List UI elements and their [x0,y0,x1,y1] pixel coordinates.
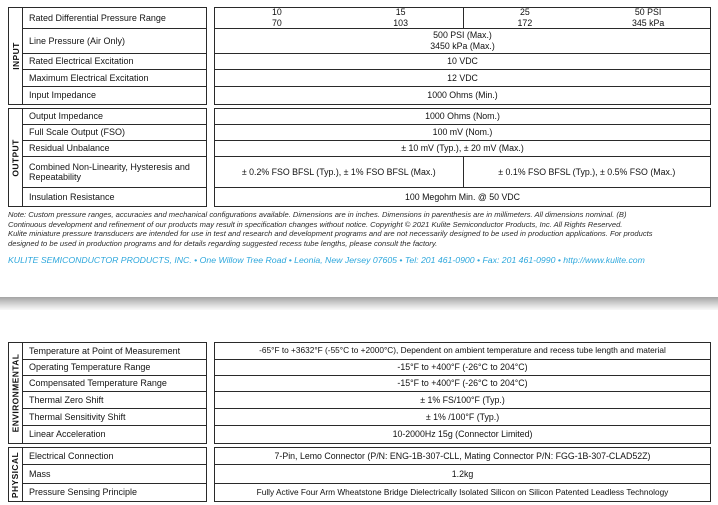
group-label-environmental: ENVIRONMENTAL [10,353,21,433]
input-section [8,7,711,105]
label-compensated-temperature-range: Compensated Temperature Range [29,378,167,389]
environmental-group-cell [9,343,23,443]
column-gap [207,447,214,502]
label-operating-temperature-range: Operating Temperature Range [29,362,151,373]
label-linear-acceleration: Linear Acceleration [29,429,106,440]
physical-group-cell [9,448,23,501]
pressure-range-values-row [215,8,710,29]
pressure-col-1 [215,8,339,28]
footer-company-address: KULITE SEMICONDUCTOR PRODUCTS, INC. • One Willow Tree Road • Leonia, New Jersey 07605 • Tel: 201 461-0900 • Fax: 201 461-0990 • [8,255,564,265]
max-excitation-value [215,70,710,87]
input-value-block [214,7,711,105]
linear-acceleration-value [215,426,710,443]
spec-row-label [23,376,206,392]
spec-value: Fully Active Four Arm Wheatstone Bridge Dielectrically Isolated Silicon on Silicon Patented Leadless Technology [256,486,669,497]
label-pressure-sensing-principle: Pressure Sensing Principle [29,487,138,498]
spec-value: ± 10 mV (Typ.), ± 20 mV (Max.) [401,143,524,154]
physical-label-block [8,447,207,502]
line-pressure-value [215,29,710,54]
spec-value: 7-Pin, Lemo Connector (P/N: ENG-1B-307-CLL, Mating Connector P/N: FGG-1B-307-CLAD52Z) [274,450,651,461]
electrical-connection-value [215,448,710,465]
output-value-block [214,108,711,207]
physical-section [8,447,711,502]
pressure-col-4 [586,8,710,28]
label-output-impedance: Output Impedance [29,111,104,122]
group-label-input: INPUT [10,42,21,70]
mass-value [215,465,710,484]
spec-row-label [23,54,206,70]
spec-value: 100 mV (Nom.) [432,127,493,138]
note-line-2: Continuous development and refinement of our products may result in specification changes without notice. Copyright © 2021 Kulite Semiconductor Products, Inc. All Rights Reserved. [8,219,623,229]
section-divider [0,297,718,310]
insulation-resistance-value [215,188,710,206]
spec-value: ± 1% FS/100°F (Typ.) [420,394,505,405]
footer-contact-line [8,255,713,265]
psi-value: 50 PSI [634,7,662,18]
label-insulation-resistance: Insulation Resistance [29,191,115,202]
spec-value: -15°F to +400°F (-26°C to 204°C) [397,362,528,373]
thermal-zero-shift-value [215,392,710,409]
note-line-1: Note: Custom pressure ranges, accuracies and mechanical configurations available. Dimensions are in inches. Dimensions in parenthesis are in millimeters. All dimensions nominal. (B) [8,210,627,219]
label-combined-nonlinearity: Combined Non-Linearity, Hysteresis and Repeatability [29,161,190,182]
spec-row-label [23,109,206,125]
note-line-4: designed to be used in production programs and for details regarding suggested recess tube lengths, please consult the factory. [8,238,438,248]
label-temp-point-of-measurement: Temperature at Point of Measurement [29,345,181,356]
kulite-website-link[interactable]: http://www.kulite.com [563,255,645,265]
spec-value: 1000 Ohms (Nom.) [425,111,500,122]
spec-row-label [23,141,206,157]
line-pressure-psi: 500 PSI (Max.) [433,30,492,41]
spec-value: 1000 Ohms (Min.) [427,90,498,101]
spec-table-input-output [8,7,711,210]
spec-value: ± 0.2% FSO BFSL (Typ.), ± 1% FSO BFSL (Max.) [241,166,436,177]
spec-row-label [23,343,206,360]
spec-value: -15°F to +400°F (-26°C to 204°C) [397,378,528,389]
notes-paragraph [8,210,713,248]
spec-row-label [23,87,206,104]
psi-value: 25 [519,7,530,18]
spec-row-label [23,70,206,87]
column-gap [207,7,214,105]
label-mass: Mass [29,468,51,479]
output-impedance-value [215,109,710,125]
spec-row-label [23,360,206,376]
label-maximum-electrical-excitation: Maximum Electrical Excitation [29,72,149,83]
spec-value: 10 VDC [447,56,478,67]
pressure-sensing-principle-value [215,484,710,501]
label-rated-electrical-excitation: Rated Electrical Excitation [29,56,134,67]
spec-row-label [23,392,206,409]
nonlinearity-left-value [215,157,463,187]
rated-excitation-value [215,54,710,70]
spec-value: ± 1% /100°F (Typ.) [425,411,500,422]
kpa-value: 103 [393,18,408,28]
label-thermal-zero-shift: Thermal Zero Shift [29,394,104,405]
spec-value: 1.2kg [451,468,474,479]
environmental-label-block [8,342,207,444]
kpa-value: 345 kPa [631,18,665,28]
group-label-physical: PHYSICAL [10,451,21,498]
output-group-cell [9,109,23,206]
spec-value: -65°F to +3632°F (-55°C to +2000°C), Dependent on ambient temperature and recess tube length and material [259,345,666,356]
psi-value: 10 [271,7,282,18]
label-line-pressure: Line Pressure (Air Only) [29,35,126,46]
label-full-scale-output: Full Scale Output (FSO) [29,127,126,138]
thermal-sensitivity-shift-value [215,409,710,426]
spec-row-label [23,409,206,426]
nonlinearity-right-value [463,157,711,187]
environmental-section [8,342,711,444]
fso-value [215,125,710,141]
line-pressure-kpa: 3450 kPa (Max.) [430,41,495,51]
spec-value: 10-2000Hz 15g (Connector Limited) [392,429,533,440]
environmental-value-block [214,342,711,444]
group-label-output: OUTPUT [10,138,21,177]
pressure-col-3 [463,8,587,28]
temp-point-value [215,343,710,360]
output-label-block [8,108,207,207]
label-thermal-sensitivity-shift: Thermal Sensitivity Shift [29,411,126,422]
kpa-value: 70 [271,18,282,28]
label-rated-differential-pressure-range: Rated Differential Pressure Range [29,12,166,23]
residual-unbalance-value [215,141,710,157]
input-group-cell [9,8,23,104]
pressure-col-2 [339,8,463,28]
input-impedance-value [215,87,710,104]
note-line-3: Kulite miniature pressure transducers are intended for use in test and research and development programs and are not necessarily designed to be used in production applications. For products [8,229,653,239]
physical-value-block [214,447,711,502]
spec-row-label [23,188,206,206]
label-residual-unbalance: Residual Unbalance [29,143,110,154]
nonlinearity-values-row [215,157,710,188]
column-gap [207,108,214,207]
spec-row-label [23,8,206,29]
spec-row-label [23,29,206,54]
operating-temp-value [215,360,710,376]
output-section [8,108,711,207]
spec-row-label [23,157,206,188]
psi-value: 15 [395,7,406,18]
spec-value: 12 VDC [447,72,478,83]
label-input-impedance: Input Impedance [29,90,97,101]
spec-row-label [23,484,206,501]
input-label-block [8,7,207,105]
column-gap [207,342,214,444]
spec-row-label [23,125,206,141]
compensated-temp-value [215,376,710,392]
label-electrical-connection: Electrical Connection [29,450,114,461]
spec-table-environmental-physical [8,342,711,505]
spec-row-label [23,448,206,465]
spec-row-label [23,426,206,443]
spec-row-label [23,465,206,484]
spec-value: ± 0.1% FSO BFSL (Typ.), ± 0.5% FSO (Max.) [498,166,676,177]
kpa-value: 172 [517,18,533,28]
spec-value: 100 Megohm Min. @ 50 VDC [404,191,521,202]
